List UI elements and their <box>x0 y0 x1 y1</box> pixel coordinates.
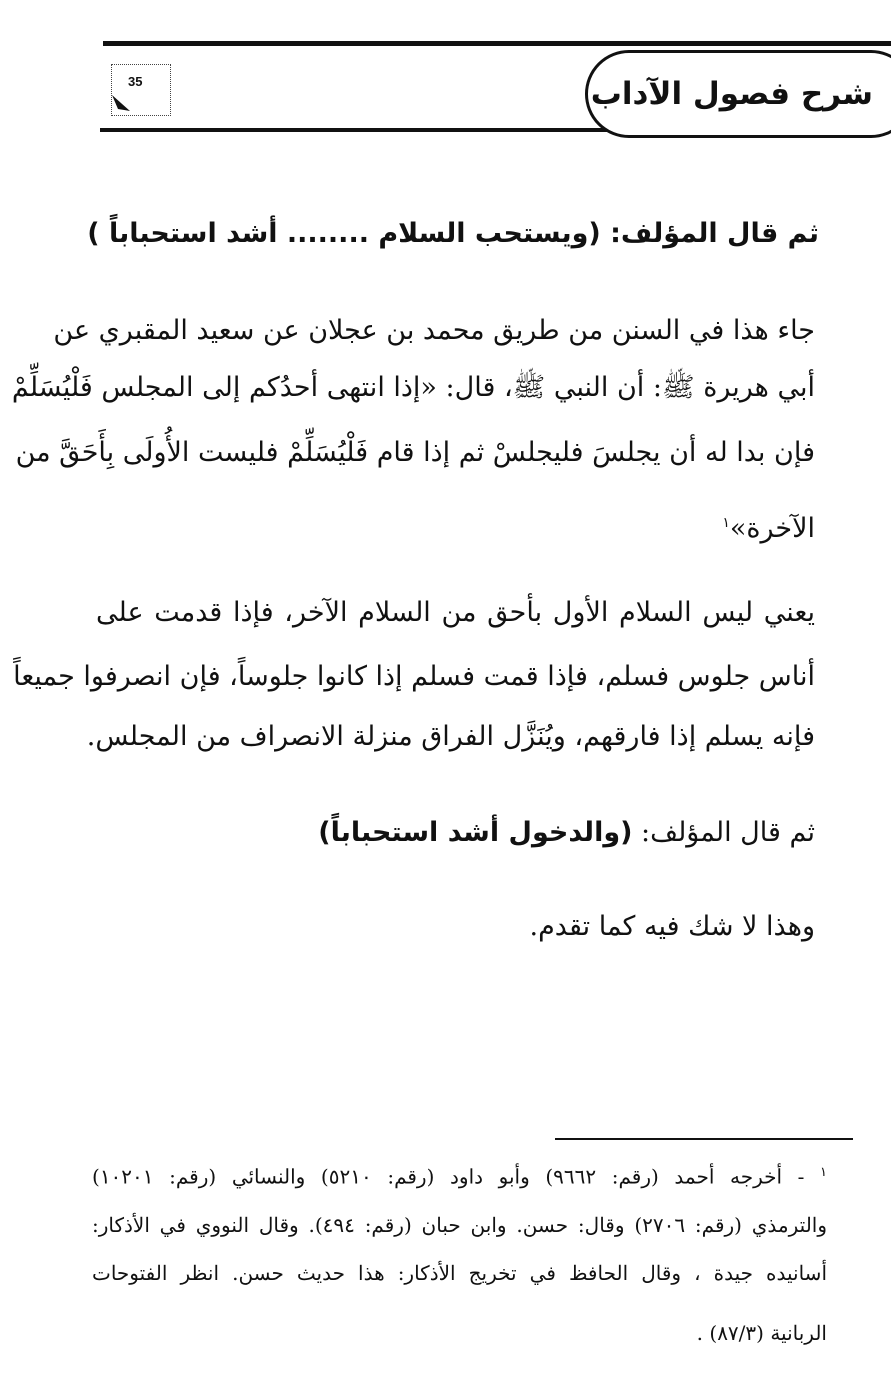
para3: وهذا لا شك فيه كما تقدم. <box>529 911 815 942</box>
heading-2-prefix: ثم قال المؤلف: <box>632 817 815 848</box>
footnote-line-3: أسانيده جيدة ، وقال الحافظ في تخريج الأذكار: هذا حديث حسن. انظر الفتوحات <box>92 1261 827 1285</box>
para1-line-4-text: الآخرة» <box>729 513 815 544</box>
page-number: 35 <box>128 74 143 89</box>
para1-line-3: فإن بدا له أن يجلسَ فليجلسْ ثم إذا قام فَلْيُسَلِّمْ فليست الأُولَى بِأَحَقَّ من <box>15 437 815 468</box>
footnote-line-4: الربانية (٨٧/٣) . <box>696 1321 827 1345</box>
page-curl-icon <box>112 91 134 113</box>
footnote-line-1-text: - أخرجه أحمد (رقم: ٩٦٦٢) وأبو داود (رقم: ٥٢١٠) والنسائي (رقم: ١٠٢٠١) <box>92 1164 805 1189</box>
footnote-rule <box>555 1138 853 1140</box>
para1-line-1: جاء هذا في السنن من طريق محمد بن عجلان عن سعيد المقبري عن <box>53 315 815 346</box>
para2-line-2: أناس جلوس فسلم، فإذا قمت فسلم إذا كانوا جلوساً، فإن انصرفوا جميعاً <box>13 661 815 692</box>
header-top-rule <box>103 41 891 46</box>
heading-2 <box>318 813 815 853</box>
para2-line-1: يعني ليس السلام الأول بأحق من السلام الآخر، فإذا قدمت على <box>96 597 815 628</box>
footnote-ref: ١ <box>722 515 730 531</box>
footnote-marker: ١ <box>820 1165 828 1180</box>
footnote-line-2: والترمذي (رقم: ٢٧٠٦) وقال: حسن. وابن حبان (رقم: ٤٩٤). وقال النووي في الأذكار: <box>92 1213 828 1237</box>
heading-1-prefix: ثم قال المؤلف: <box>600 218 819 249</box>
para1-line-2: أبي هريرة ﷺ: أن النبي ﷺ، قال: «إذا انتهى أحدُكم إلى المجلس فَلْيُسَلِّمْ <box>11 372 815 403</box>
heading-1-quote: (ويستحب السلام ........ أشد استحباباً ) <box>87 218 601 249</box>
running-title: شرح فصول الآداب <box>590 76 873 112</box>
heading-1 <box>87 214 819 254</box>
heading-2-quote: (والدخول أشد استحباباً) <box>318 817 633 848</box>
para2-line-3: فإنه يسلم إذا فارقهم، ويُنَزَّل الفراق منزلة الانصراف من المجلس. <box>86 721 815 752</box>
para1-line-4 <box>722 503 815 549</box>
footnote-line-1 <box>92 1158 827 1192</box>
